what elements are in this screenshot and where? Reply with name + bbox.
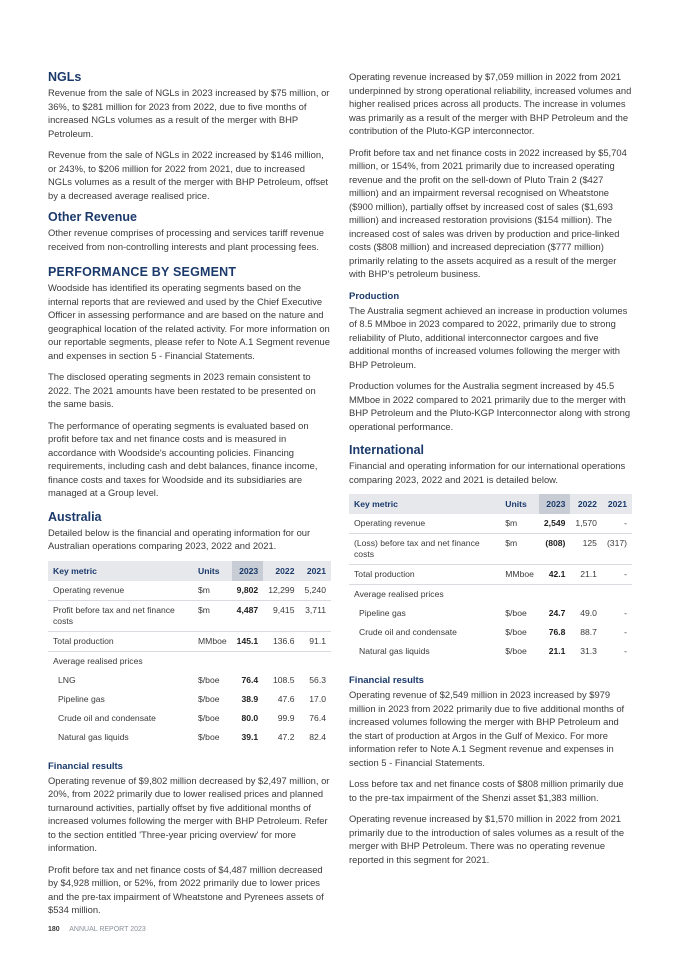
australia-key-metrics-table bbox=[48, 561, 331, 747]
metric-cell: Average realised prices bbox=[354, 589, 444, 599]
value-2022-cell: 108.5 bbox=[272, 674, 295, 685]
page-footer bbox=[48, 926, 146, 933]
metric-cell: (Loss) before tax and net finance costs bbox=[349, 534, 500, 565]
international-key-metrics-table bbox=[349, 494, 632, 661]
other-revenue-heading: Other Revenue bbox=[48, 210, 137, 224]
value-2022-cell: 1,570 bbox=[570, 514, 602, 534]
australia-profit-2022-paragraph: Profit before tax and net finance costs in 2022 increased by $5,704 million, or 154%, from 2021 primarily due to increased operating revenue and the profit on the sell-down of Pluto Train 2 ($427 million) and an impairment reversal recognised on Wheatstone ($900 million), partially offset by increased cost of sales ($1,693 million) and increased restoration provisions ($154 million). The increased cost of sales was driven by production and price-linked costs ($808 million) and increased depreciation ($777 million) primarily relating to the assets acquired as a result of the merger with BHP's petroleum business. bbox=[349, 146, 627, 279]
international-intro: Financial and operating information for our international operations comparing 2023, 2022 and 2021 is detailed below. bbox=[349, 460, 626, 485]
performance-paragraph-1: Woodside has identified its operating segments based on the internal reports that are reviewed and used by the Chief Executive Officer in assessing performance and are based on the nature and geographical location of the related activity. For more information on our reportable segments, please refer to Note A.1 Segment revenue and expenses in section 5 - Financial Statements. bbox=[48, 282, 330, 361]
unit-cell: $m bbox=[500, 514, 539, 534]
value-2023-cell: 39.1 bbox=[241, 731, 259, 742]
value-2021-cell bbox=[602, 585, 632, 605]
other-revenue-paragraph: Other revenue comprises of processing and services tariff revenue received from non-controlling interests and plant processing fees. bbox=[48, 227, 325, 252]
value-2022-cell bbox=[263, 651, 299, 671]
value-2023-cell: 38.9 bbox=[241, 693, 259, 704]
value-2021-cell: (317) bbox=[602, 534, 632, 565]
value-2022-cell bbox=[570, 585, 602, 605]
performance-paragraph-3: The performance of operating segments is evaluated based on profit before tax and net finance costs and is measured in accordance with Woodside's accounting policies. Financing requirements, including cash and debt balances, finance income, finance costs and taxes for Woodside and its subsidiaries are managed at a Group level. bbox=[48, 419, 318, 498]
unit-cell bbox=[500, 585, 539, 605]
table-row bbox=[349, 585, 632, 605]
value-2023-cell: 24.7 bbox=[548, 608, 566, 618]
table-row bbox=[48, 631, 331, 651]
australia-financial-results-heading: Financial results bbox=[48, 760, 123, 772]
value-2021-cell: 5,240 bbox=[299, 581, 331, 601]
value-2021-cell: 82.4 bbox=[309, 731, 326, 742]
table-row bbox=[349, 642, 632, 661]
value-2021-cell: - bbox=[624, 646, 627, 656]
col-2021: 2021 bbox=[299, 561, 331, 581]
australia-financial-paragraph-1: Operating revenue of $9,802 million decreased by $2,497 million, or 20%, from 2022 primarily due to lower realised prices and planned turnaround activities, partially offset by five additional months of increased volumes following the merger with BHP Petroleum. Refer to the section entitled 'Three-year pricing overview' for more information. bbox=[48, 774, 330, 853]
value-2022-cell: 125 bbox=[570, 534, 602, 565]
left-column bbox=[48, 70, 331, 925]
col-units: Units bbox=[500, 494, 539, 514]
ngls-paragraph-1: Revenue from the sale of NGLs in 2023 increased by $75 million, or 36%, to $281 million for 2023 from 2022, due to five months of increased NGLs volumes as a result of the merger with BHP Petroleum. bbox=[48, 87, 330, 139]
metric-cell: Total production bbox=[349, 565, 500, 585]
international-financial-paragraph-3: Operating revenue increased by $1,570 million in 2022 from 2021 primarily due to the introduction of sales volumes as a result of the merger with BHP Petroleum. There was no operating revenue reported in this segment for 2021. bbox=[349, 813, 625, 865]
col-units: Units bbox=[193, 561, 232, 581]
col-2022: 2022 bbox=[263, 561, 299, 581]
value-2021-cell: - bbox=[602, 514, 632, 534]
value-2023-cell: 145.1 bbox=[232, 631, 264, 651]
metric-cell: Natural gas liquids bbox=[58, 731, 129, 742]
value-2022-cell: 49.0 bbox=[580, 608, 597, 618]
value-2023-cell: 2,549 bbox=[539, 514, 571, 534]
metric-cell: Crude oil and condensate bbox=[359, 627, 457, 637]
table-row bbox=[48, 581, 331, 601]
value-2021-cell: 91.1 bbox=[299, 631, 331, 651]
unit-cell: $m bbox=[193, 581, 232, 601]
table-row bbox=[48, 690, 331, 709]
value-2022-cell: 21.1 bbox=[570, 565, 602, 585]
australia-heading: Australia bbox=[48, 509, 102, 524]
australia-financial-paragraph-2: Profit before tax and net finance costs of $4,487 million decreased by $4,928 million, or 52%, from 2022 primarily due to lower prices and the pre-tax impairment of Wheatstone and Pyrenees assets of $534 million. bbox=[48, 863, 324, 915]
value-2022-cell: 31.3 bbox=[580, 646, 597, 656]
international-financial-paragraph-1: Operating revenue of $2,549 million in 2023 increased by $979 million in 2023 from 2022 primarily due to five additional months of increased volumes following the merger with BHP Petroleum and the start of production at Argos in the Gulf of Mexico. For more information refer to Note A.1 Segment revenue and expenses in section 5 - Financial Statements. bbox=[349, 689, 625, 768]
col-2022: 2022 bbox=[570, 494, 602, 514]
table-row bbox=[349, 623, 632, 642]
international-financial-results-heading: Financial results bbox=[349, 675, 424, 686]
production-paragraph-2: Production volumes for the Australia segment increased by 45.5 MMboe in 2022 compared to 2021 primarily due to the merger with BHP Petroleum and the Pluto-KGP Interconnector along with strong operational performance. bbox=[349, 380, 631, 432]
col-2023: 2023 bbox=[539, 494, 571, 514]
table-row bbox=[48, 600, 331, 631]
table-row bbox=[349, 565, 632, 585]
table-row bbox=[349, 604, 632, 623]
metric-cell: Pipeline gas bbox=[58, 693, 105, 704]
table-header-row bbox=[48, 561, 331, 581]
value-2023-cell: 9,802 bbox=[232, 581, 264, 601]
table-row bbox=[48, 651, 331, 671]
value-2021-cell: 3,711 bbox=[299, 600, 331, 631]
value-2023-cell: 42.1 bbox=[539, 565, 571, 585]
value-2023-cell: 80.0 bbox=[241, 712, 259, 723]
col-2021: 2021 bbox=[602, 494, 632, 514]
australia-revenue-2022-paragraph: Operating revenue increased by $7,059 million in 2022 from 2021 underpinned by strong operational reliability, increased volumes and higher realised prices across all products. The increase in volumes was primarily as a result of the merger with BHP Petroleum and the contribution of the Pluto-KGP interconnector. bbox=[349, 71, 632, 136]
value-2021-cell: 17.0 bbox=[309, 693, 326, 704]
production-heading: Production bbox=[349, 290, 400, 302]
value-2021-cell: - bbox=[624, 627, 627, 637]
international-heading: International bbox=[349, 443, 425, 457]
col-2023: 2023 bbox=[232, 561, 264, 581]
ngls-heading: NGLs bbox=[48, 70, 82, 84]
metric-cell: Crude oil and condensate bbox=[58, 712, 156, 723]
unit-cell: $/boe bbox=[198, 712, 220, 723]
unit-cell: $/boe bbox=[198, 693, 220, 704]
value-2023-cell: 76.8 bbox=[548, 627, 566, 637]
unit-cell: MMboe bbox=[193, 631, 232, 651]
col-key-metric: Key metric bbox=[48, 561, 193, 581]
value-2021-cell: 76.4 bbox=[309, 712, 326, 723]
unit-cell: $/boe bbox=[198, 731, 220, 742]
metric-cell: Natural gas liquids bbox=[359, 646, 430, 656]
value-2023-cell: (808) bbox=[539, 534, 571, 565]
report-label: ANNUAL REPORT 2023 bbox=[69, 926, 146, 933]
international-financial-paragraph-2: Loss before tax and net finance costs of $808 million primarily due to the pre-tax impairment of the Shenzi asset $1,383 million. bbox=[349, 778, 624, 803]
production-paragraph-1: The Australia segment achieved an increase in production volumes of 8.5 MMboe in 2023 compared to 2022, primarily due to strong reliability of Pluto, additional interconnector cargoes and five additional months of increased volumes following the merger with BHP Petroleum. bbox=[349, 304, 628, 370]
metric-cell: Profit before tax and net finance costs bbox=[48, 600, 193, 631]
value-2023-cell: 4,487 bbox=[232, 600, 264, 631]
value-2021-cell: - bbox=[602, 565, 632, 585]
table-row bbox=[349, 514, 632, 534]
ngls-paragraph-2: Revenue from the sale of NGLs in 2022 increased by $146 million, or 243%, to $206 million for 2022 from 2021, due to increased NGLs volumes as a result of the merger with BHP Petroleum, offset by a decreased average realised price. bbox=[48, 149, 328, 201]
value-2022-cell: 12,299 bbox=[263, 581, 299, 601]
value-2023-cell: 21.1 bbox=[548, 646, 566, 656]
table-row bbox=[48, 671, 331, 690]
value-2021-cell bbox=[299, 651, 331, 671]
unit-cell: $/boe bbox=[505, 627, 527, 637]
value-2022-cell: 99.9 bbox=[277, 712, 295, 723]
performance-paragraph-2: The disclosed operating segments in 2023 remain consistent to 2022. The 2021 amounts have been restated to be presented on the same basis. bbox=[48, 371, 316, 409]
metric-cell: Total production bbox=[48, 631, 193, 651]
unit-cell: $/boe bbox=[198, 674, 220, 685]
value-2023-cell bbox=[232, 651, 264, 671]
table-row bbox=[48, 709, 331, 728]
unit-cell: $m bbox=[193, 600, 232, 631]
value-2023-cell: 76.4 bbox=[241, 674, 259, 685]
value-2022-cell: 47.6 bbox=[277, 693, 295, 704]
unit-cell: $/boe bbox=[505, 646, 527, 656]
unit-cell: MMboe bbox=[500, 565, 539, 585]
value-2022-cell: 47.2 bbox=[277, 731, 295, 742]
value-2022-cell: 136.6 bbox=[263, 631, 299, 651]
value-2021-cell: 56.3 bbox=[309, 674, 326, 685]
table-header-row bbox=[349, 494, 632, 514]
metric-cell: Operating revenue bbox=[48, 581, 193, 601]
table-row bbox=[349, 534, 632, 565]
col-key-metric: Key metric bbox=[349, 494, 500, 514]
performance-by-segment-heading: PERFORMANCE BY SEGMENT bbox=[48, 265, 237, 279]
value-2023-cell bbox=[539, 585, 571, 605]
value-2022-cell: 88.7 bbox=[580, 627, 597, 637]
value-2022-cell: 9,415 bbox=[263, 600, 299, 631]
metric-cell: Pipeline gas bbox=[359, 608, 406, 618]
table-row bbox=[48, 728, 331, 747]
unit-cell: $/boe bbox=[505, 608, 527, 618]
unit-cell bbox=[193, 651, 232, 671]
value-2021-cell: - bbox=[624, 608, 627, 618]
right-column bbox=[349, 70, 632, 874]
unit-cell: $m bbox=[500, 534, 539, 565]
metric-cell: Average realised prices bbox=[53, 655, 143, 666]
metric-cell: Operating revenue bbox=[349, 514, 500, 534]
page-number: 180 bbox=[48, 926, 60, 933]
australia-intro: Detailed below is the financial and operating information for our Australian operations comparing 2023, 2022 and 2021. bbox=[48, 526, 311, 551]
metric-cell: LNG bbox=[58, 674, 76, 685]
